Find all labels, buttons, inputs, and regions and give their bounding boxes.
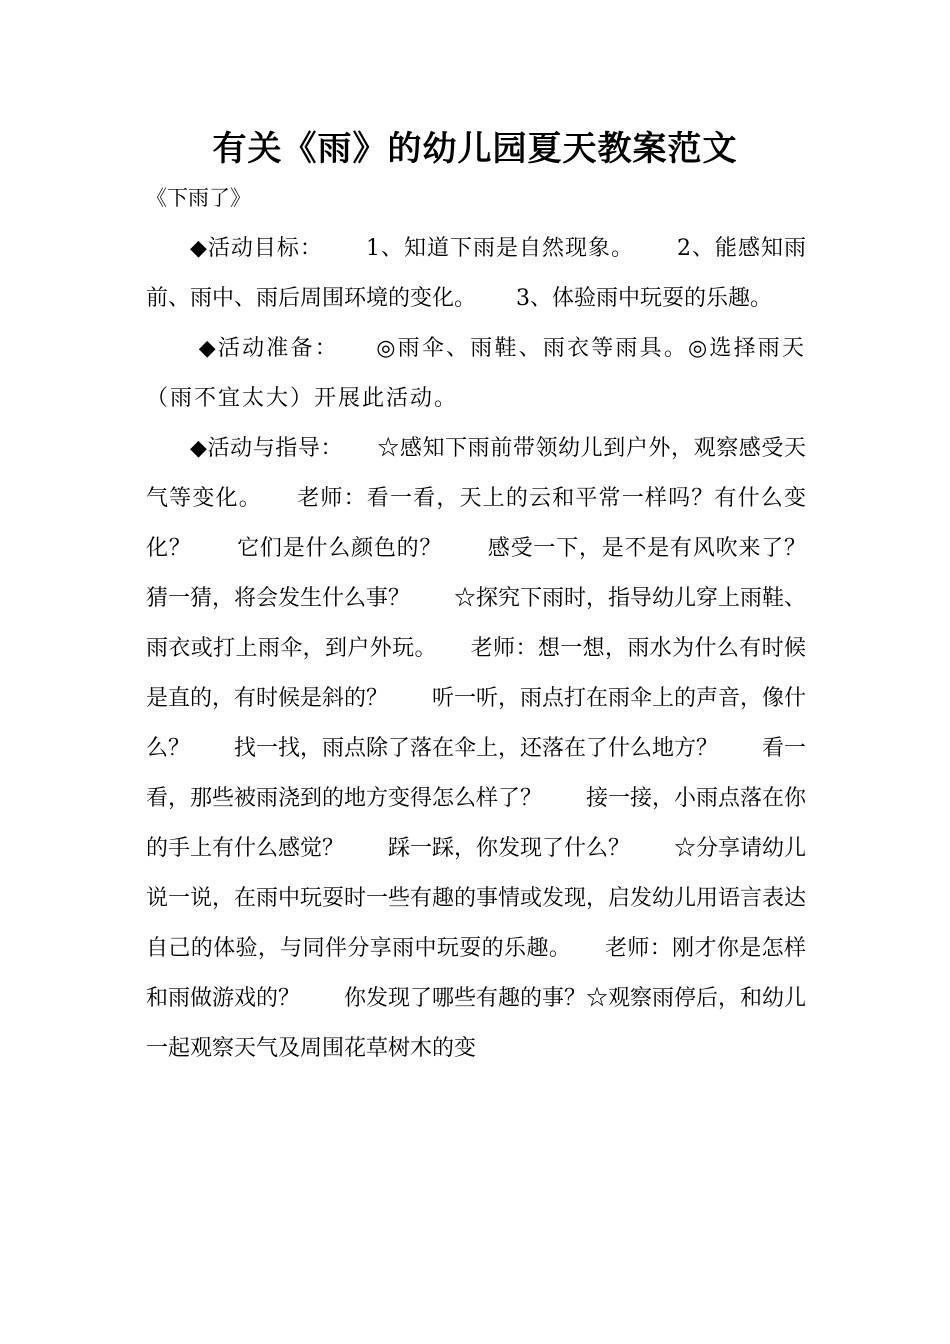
document-title: 有关《雨》的幼儿园夏天教案范文 xyxy=(212,129,738,169)
paragraph-activity-goals: ◆活动目标： 1、知道下雨是自然现象。 2、能感知雨前、雨中、雨后周围环境的变化。 3、体验雨中玩耍的乐趣。 xyxy=(146,236,806,311)
document-body xyxy=(146,224,851,1074)
paragraph-activity-preparation: ◆活动准备： ◎雨伞、雨鞋、雨衣等雨具。◎选择雨天（雨不宜太大）开展此活动。 xyxy=(146,336,806,411)
document-subtitle: 《下雨了》 xyxy=(146,186,251,210)
paragraph-activity-guidance: ◆活动与指导： ☆感知下雨前带领幼儿到户外，观察感受天气等变化。 老师：看一看，天上的云和平常一样吗？有什么变化？ 它们是什么颜色的？ 感受一下，是不是有风吹来了？ 猜一猜，将会发生什么事？ ☆探究下雨时，指导幼儿穿上雨鞋、雨衣或打上雨伞，到户外玩。 老师：想一想，雨水为什么有时候是直的，有时候是斜的？ 听一听，雨点打在雨伞上的声音，像什么？ 找一找，雨点除了落在伞上，还落在了什么地方？ 看一看，那些被雨浇到的地方变得怎么样了？ 接一接，小雨点落在你的手上有什么感觉？ 踩一踩，你发现了什么？ ☆分享请幼儿说一说，在雨中玩耍时一些有趣的事情或发现，启发幼儿用语言表达自己的体验，与同伴分享雨中玩耍的乐趣。 老师：刚才你是怎样和雨做游戏的？ 你发现了哪些有趣的事？☆观察雨停后，和幼儿一起观察天气及周围花草树木的变 xyxy=(146,436,851,1061)
